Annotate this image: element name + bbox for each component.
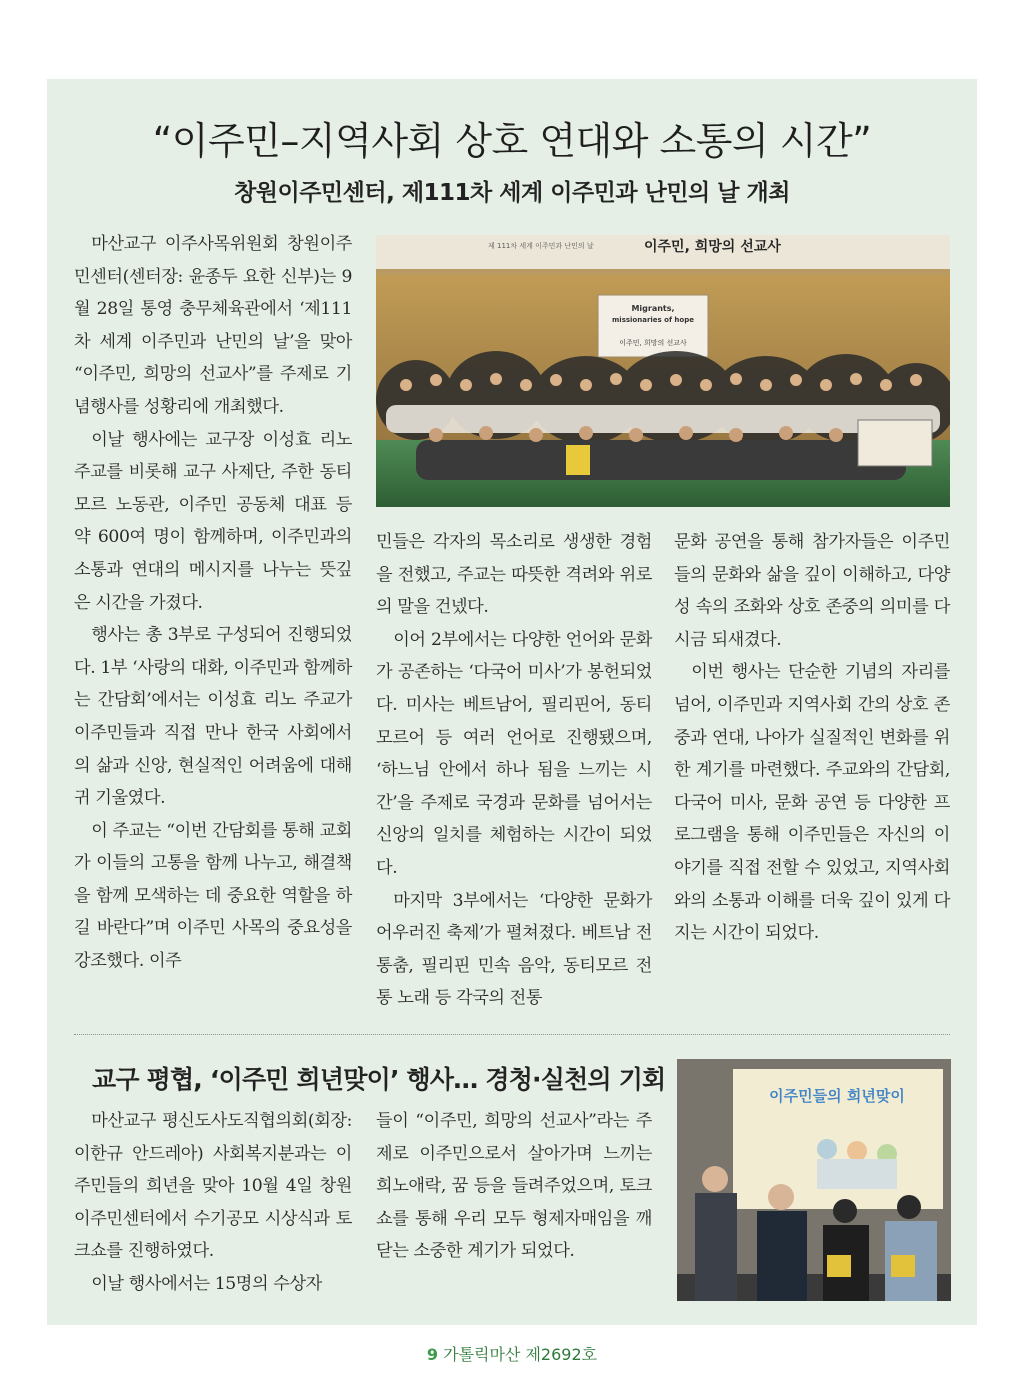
paragraph: 행사는 총 3부로 구성되어 진행되었다. 1부 ‘사랑의 대화, 이주민과 함께하는 간담회’에서는 이성효 리노 주교가 이주민들과 직접 만나 한국 사회에서의 삶과 신앙, 현실적인 어려움에 대해 귀 기울였다. bbox=[74, 625, 352, 809]
screen-title: 이주민들의 희년맞이 bbox=[769, 1087, 905, 1105]
banner-main-text: 이주민, 희망의 선교사 bbox=[644, 239, 781, 255]
sign-english-line-2: missionaries of hope bbox=[612, 316, 694, 324]
paragraph: 문화 공연을 통해 참가자들은 이주민들의 문화와 삶을 깊이 이해하고, 다양성 속의 조화와 상호 존중의 의미를 다시금 되새겼다. bbox=[674, 532, 950, 650]
paragraph: 마지막 3부에서는 ‘다양한 문화가 어우러진 축제’가 펼쳐졌다. 베트남 전통춤, 필리핀 민속 음악, 동티모르 전통 노래 등 각국의 전통 bbox=[376, 890, 652, 1009]
paragraph: 이어 2부에서는 다양한 언어와 문화가 공존하는 ‘다국어 미사’가 봉헌되었다. 미사는 베트남어, 필리핀어, 동티모르어 등 여러 언어로 진행됐으며, ‘하느님 안에서 하나 됨을 느끼는 시간’을 주제로 국경과 문화를 넘어서는 신앙의 일치를 체험하는 시간이 되었다. bbox=[376, 629, 652, 878]
page-number: 9 bbox=[426, 1345, 439, 1364]
sign-english-line-1: Migrants, bbox=[631, 304, 675, 313]
article-column-1 bbox=[74, 228, 352, 978]
article2-column-1 bbox=[74, 1105, 352, 1301]
sign-korean: 이주민, 희망의 선교사 bbox=[619, 339, 687, 347]
article-column-2 bbox=[376, 526, 652, 1015]
section-divider bbox=[74, 1034, 950, 1035]
article-headline: “이주민–지역사회 상호 연대와 소통의 시간” bbox=[152, 119, 872, 163]
paragraph: 이날 행사에는 교구장 이성효 리노 주교를 비롯해 교구 사제단, 주한 동티모르 노동관, 이주민 공동체 대표 등 약 600여 명이 함께하며, 이주민과의 소통과 연대의 메시지를 나누는 뜻깊은 시간을 가졌다. bbox=[74, 429, 352, 613]
banner-small-text: 제 111차 세계 이주민과 난민의 날 bbox=[488, 242, 594, 250]
page-footer bbox=[0, 1342, 1024, 1365]
event-group-photo bbox=[376, 235, 950, 507]
article2-column-2 bbox=[376, 1105, 652, 1268]
publication-issue: 가톨릭마산 제2692호 bbox=[443, 1345, 598, 1364]
talk-show-photo bbox=[677, 1059, 951, 1301]
paragraph: 마산교구 평신도사도직협의회(회장: 이한규 안드레아) 사회복지분과는 이주민들의 희년을 맞아 10월 4일 창원이주민센터에서 수기공모 시상식과 토크쇼를 진행하였다. bbox=[74, 1111, 352, 1262]
article-subheadline: 창원이주민센터, 제111차 세계 이주민과 난민의 날 개최 bbox=[234, 180, 790, 206]
article-column-3 bbox=[674, 526, 950, 950]
paragraph: 이번 행사는 단순한 기념의 자리를 넘어, 이주민과 지역사회 간의 상호 존중과 연대, 나아가 실질적인 변화를 위한 계기를 마련했다. 주교와의 간담회, 다국어 미사, 문화 공연 등 다양한 프로그램을 통해 이주민들은 자신의 이야기를 직접 전할 수 있었고, 지역사회와의 소통과 이해를 더욱 깊이 있게 다지는 시간이 되었다. bbox=[674, 662, 950, 944]
paragraph: 들이 “이주민, 희망의 선교사”라는 주제로 이주민으로서 살아가며 느끼는 희노애락, 꿈 등을 들려주었으며, 토크쇼를 통해 우리 모두 형제자매임을 깨닫는 소중한 계기가 되었다. bbox=[376, 1111, 652, 1262]
paragraph: 이 주교는 “이번 간담회를 통해 교회가 이들의 고통을 함께 나누고, 해결책을 함께 모색하는 데 중요한 역할을 하길 바란다”며 이주민 사목의 중요성을 강조했다. 이주 bbox=[74, 820, 352, 972]
paragraph: 민들은 각자의 목소리로 생생한 경험을 전했고, 주교는 따뜻한 격려와 위로의 말을 건넸다. bbox=[376, 532, 652, 618]
article2-headline: 교구 평협, ‘이주민 희년맞이’ 행사… 경청·실천의 기회 bbox=[92, 1065, 666, 1094]
group-photo-illustration bbox=[376, 235, 950, 507]
talk-show-illustration bbox=[677, 1059, 951, 1301]
paragraph: 마산교구 이주사목위원회 창원이주민센터(센터장: 윤종두 요한 신부)는 9월 28일 통영 충무체육관에서 ‘제111차 세계 이주민과 난민의 날’을 맞아 “이주민, 희망의 선교사”를 주제로 기념행사를 성황리에 개최했다. bbox=[74, 234, 352, 417]
paragraph: 이날 행사에서는 15명의 수상자 bbox=[91, 1273, 322, 1294]
